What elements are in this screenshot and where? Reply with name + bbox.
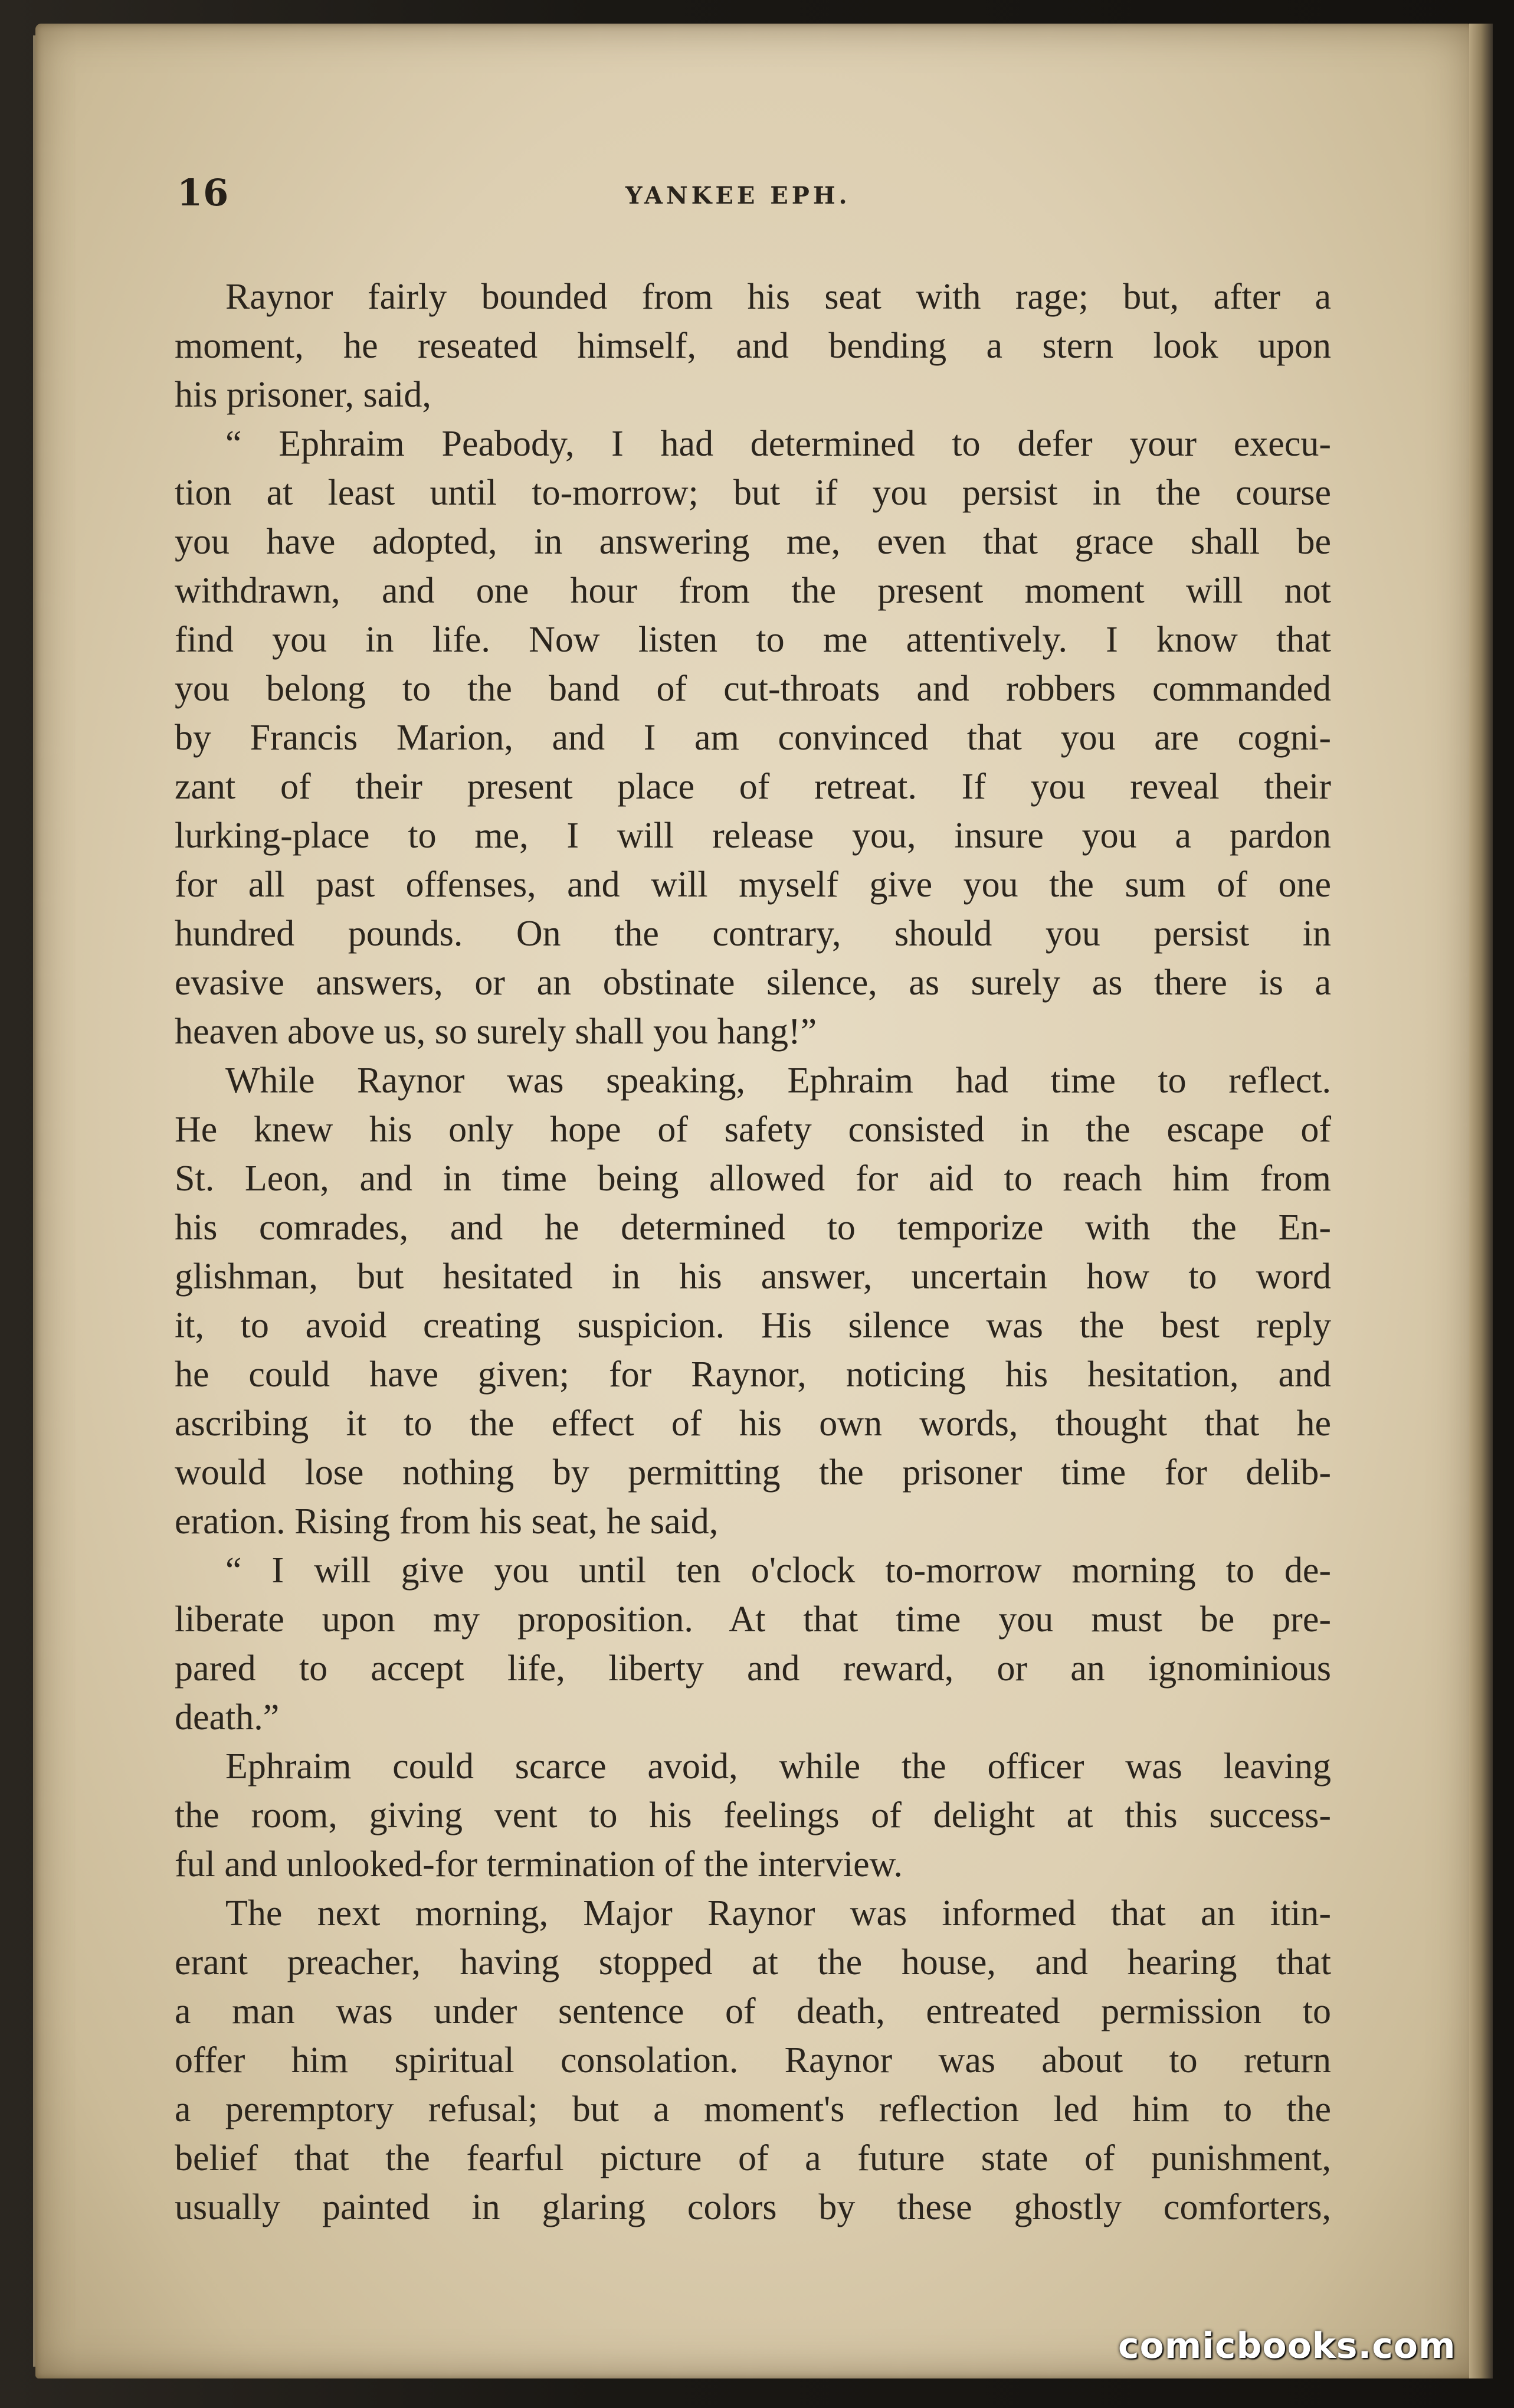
text-line: Raynor fairly bounded from his seat with rage; but, after a <box>225 277 1331 317</box>
text-line: St. Leon, and in time being allowed for aid to reach him from <box>175 1159 1331 1199</box>
page-right-edge <box>1469 24 1493 2378</box>
running-head <box>177 171 1328 224</box>
text-line: he could have given; for Raynor, noticing his hesitation, and <box>175 1354 1331 1395</box>
text-line: the room, giving vent to his feelings of delight at this success- <box>175 1795 1331 1836</box>
page-number: 16 <box>177 171 230 214</box>
text-line: find you in life. Now listen to me attentively. I know that <box>175 620 1331 660</box>
text-line: withdrawn, and one hour from the present moment will not <box>175 571 1331 611</box>
text-line: eration. Rising from his seat, he said, <box>175 1501 719 1542</box>
text-line: usually painted in glaring colors by these ghostly comforters, <box>175 2187 1331 2227</box>
text-line: glishman, but hesitated in his answer, uncertain how to word <box>175 1257 1331 1297</box>
text-line: a man was under sentence of death, entreated permission to <box>175 1991 1331 2031</box>
text-line: “ I will give you until ten o'clock to-morrow morning to de- <box>225 1550 1331 1591</box>
text-line: erant preacher, having stopped at the house, and hearing that <box>175 1942 1331 1982</box>
text-line: Ephraim could scarce avoid, while the officer was leaving <box>225 1746 1331 1787</box>
running-title: YANKEE EPH. <box>625 182 851 210</box>
text-line: ful and unlooked-for termination of the interview. <box>175 1844 903 1884</box>
text-line: you have adopted, in answering me, even that grace shall be <box>175 522 1331 562</box>
text-line: a peremptory refusal; but a moment's reflection led him to the <box>175 2089 1331 2129</box>
text-line: his prisoner, said, <box>175 375 431 415</box>
text-line: belief that the fearful picture of a future state of punishment, <box>175 2138 1331 2178</box>
text-line: “ Ephraim Peabody, I had determined to defer your execu- <box>225 424 1331 464</box>
text-line: lurking-place to me, I will release you, insure you a pardon <box>175 816 1331 856</box>
text-line: tion at least until to-morrow; but if you persist in the course <box>175 473 1331 513</box>
text-line: by Francis Marion, and I am convinced that you are cogni- <box>175 718 1331 758</box>
text-line: zant of their present place of retreat. If you reveal their <box>175 767 1331 807</box>
text-line: his comrades, and he determined to temporize with the En- <box>175 1208 1331 1248</box>
text-line: for all past offenses, and will myself give you the sum of one <box>175 865 1331 905</box>
text-line: While Raynor was speaking, Ephraim had time to reflect. <box>225 1061 1331 1101</box>
text-line: ascribing it to the effect of his own words, thought that he <box>175 1403 1331 1444</box>
text-line: heaven above us, so surely shall you hang!” <box>175 1012 817 1052</box>
text-line: you belong to the band of cut-throats and robbers commanded <box>175 669 1331 709</box>
text-line: evasive answers, or an obstinate silence, as surely as there is a <box>175 963 1331 1003</box>
text-line: it, to avoid creating suspicion. His silence was the best reply <box>175 1306 1331 1346</box>
text-line: pared to accept life, liberty and reward, or an ignominious <box>175 1648 1331 1689</box>
text-line: death.” <box>175 1697 280 1738</box>
text-line: He knew his only hope of safety consisted in the escape of <box>175 1110 1331 1150</box>
text-line: moment, he reseated himself, and bending a stern look upon <box>175 326 1331 366</box>
text-line: The next morning, Major Raynor was informed that an itin- <box>225 1893 1331 1933</box>
site-watermark: comicbooks.com <box>1118 2325 1456 2367</box>
body-text <box>175 273 1331 2232</box>
text-line: liberate upon my proposition. At that time you must be pre- <box>175 1599 1331 1640</box>
text-line: would lose nothing by permitting the prisoner time for delib- <box>175 1452 1331 1493</box>
text-line: offer him spiritual consolation. Raynor was about to return <box>175 2040 1331 2080</box>
text-line: hundred pounds. On the contrary, should you persist in <box>175 914 1331 954</box>
